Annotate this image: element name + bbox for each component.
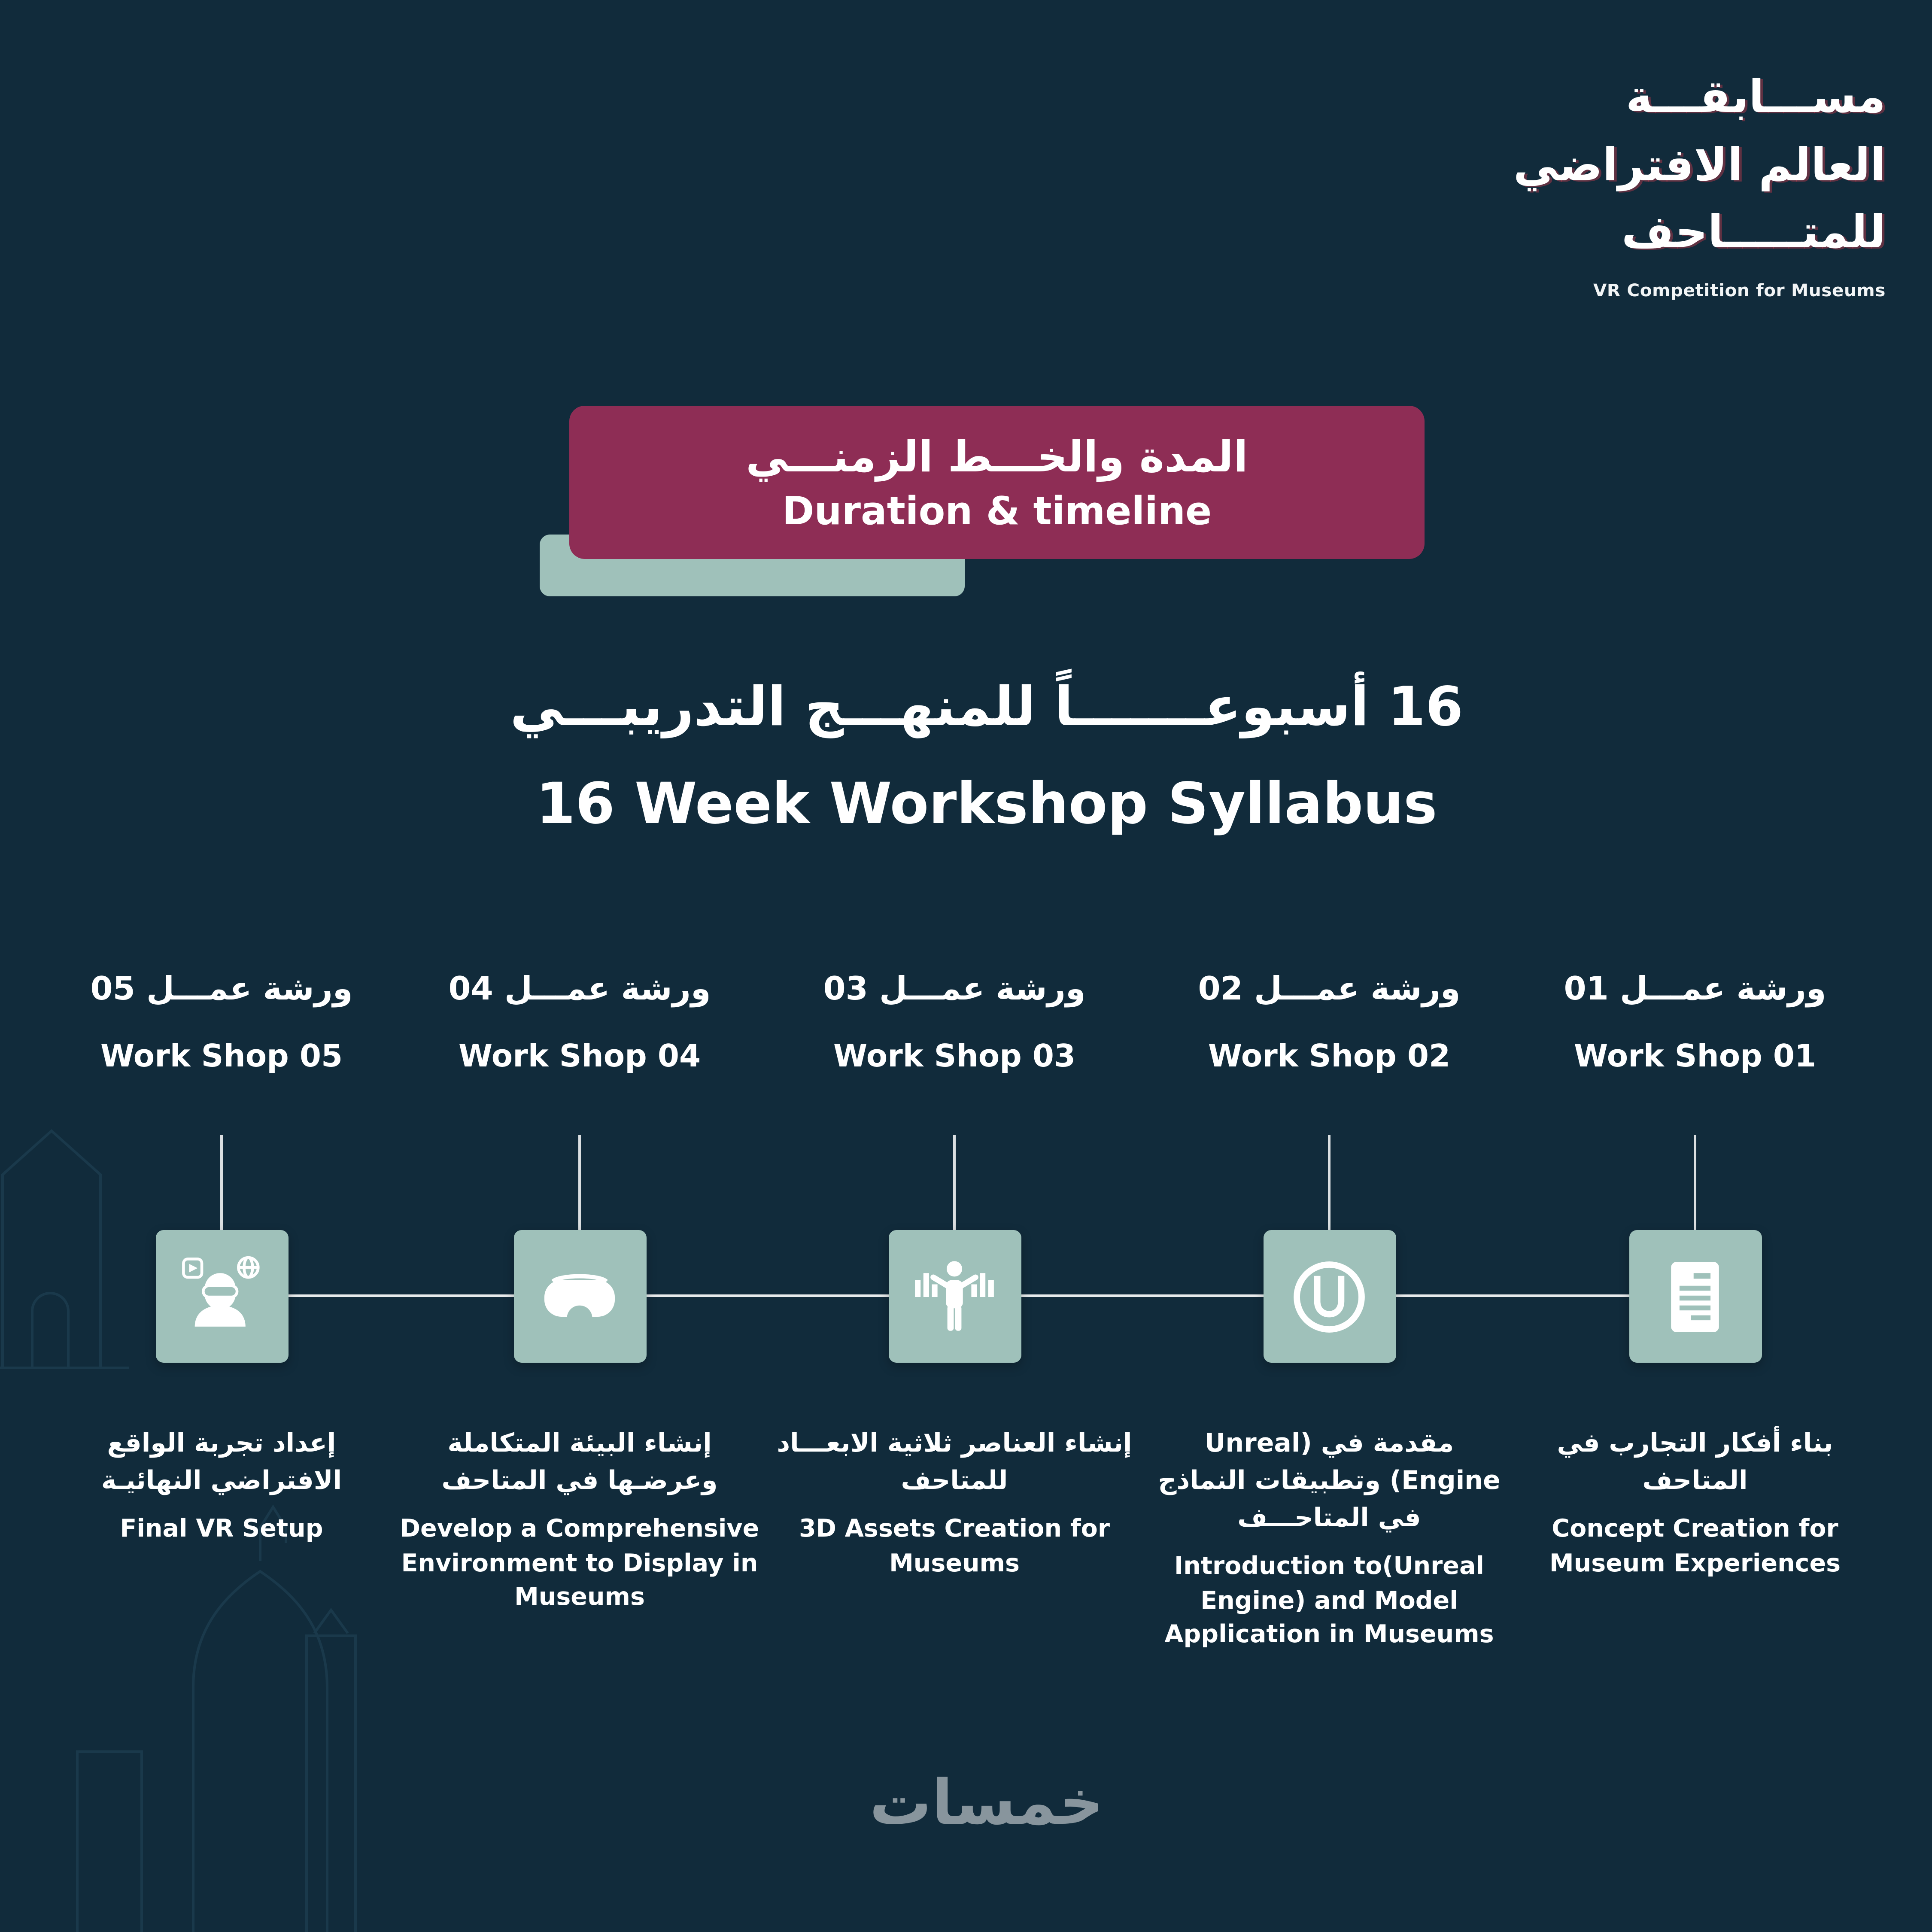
workshop-description xyxy=(1515,1425,1875,1581)
workshop-desc-ar: بناء أفكار التجارب في المتاحف xyxy=(1557,1427,1833,1495)
workshop-desc-ar: إنشاء البيئة المتكاملة وعرضـها في المتاحف xyxy=(441,1427,718,1495)
watermark-logo: خمسات xyxy=(869,1767,1104,1839)
timeline-stem xyxy=(953,1135,956,1230)
workshop-label-en: Work Shop 03 xyxy=(833,1038,1076,1074)
workshop-icon-box xyxy=(155,1230,288,1363)
timeline-stem xyxy=(1694,1135,1696,1230)
banner-title-en: Duration & timeline xyxy=(782,489,1212,534)
workshop-desc-en: Concept Creation for Museum Experiences xyxy=(1549,1515,1841,1577)
timeline-stem xyxy=(220,1135,223,1230)
heading-en: 16 Week Workshop Syllabus xyxy=(536,772,1437,837)
workshop-column-03 xyxy=(761,0,1148,1932)
logo-line1: مســـابقـــة xyxy=(1625,72,1886,124)
logo-subtitle: VR Competition for Museums xyxy=(1593,280,1886,301)
workshop-desc-en: 3D Assets Creation for Museums xyxy=(799,1515,1110,1577)
workshop-label-en: Work Shop 01 xyxy=(1574,1038,1817,1074)
workshop-desc-en: Develop a Comprehensive Environment to Display in Museums xyxy=(400,1515,759,1612)
document-icon xyxy=(1650,1252,1740,1342)
workshop-desc-ar: إعداد تجربة الواقع الافتراضي النهائيـة xyxy=(101,1427,342,1495)
workshop-description xyxy=(1149,1425,1510,1652)
workshop-desc-ar: مقدمة في (Unreal Engine) وتطبيقات النماذج في المتاحـــف xyxy=(1158,1427,1501,1533)
banner-title-ar: المدة والخـــط الزمنـــي xyxy=(746,431,1248,481)
workshop-icon-box xyxy=(1629,1230,1762,1363)
workshop-desc-ar: إنشاء العناصر ثلاثية الابعـــاد للمتاحف xyxy=(777,1427,1132,1495)
workshop-label-en: Work Shop 05 xyxy=(100,1038,343,1074)
presenter-charts-icon xyxy=(909,1252,999,1342)
workshop-label-ar: ورشة عمـــل 04 xyxy=(448,970,711,1007)
timeline-stem xyxy=(1328,1135,1331,1230)
workshop-icon-box xyxy=(888,1230,1021,1363)
workshop-column-01 xyxy=(1502,0,1888,1932)
unreal-engine-icon xyxy=(1284,1252,1374,1342)
workshop-label-ar: ورشة عمـــل 02 xyxy=(1198,970,1461,1007)
workshop-label-ar: ورشة عمـــل 05 xyxy=(90,970,353,1007)
vr-user-icon xyxy=(176,1252,267,1342)
workshop-column-04 xyxy=(386,0,773,1932)
workshop-column-02 xyxy=(1136,0,1522,1932)
vr-headset-icon xyxy=(535,1252,625,1342)
workshop-description xyxy=(399,1425,760,1615)
workshop-column-05 xyxy=(28,0,415,1932)
workshop-label-en: Work Shop 02 xyxy=(1208,1038,1451,1074)
heading-ar: 16 أسبوعـــــــاً للمنهـــج التدريبـــي xyxy=(510,675,1463,738)
workshop-description xyxy=(41,1425,402,1546)
workshop-icon-box xyxy=(1263,1230,1396,1363)
logo-line2: العالم الافتراضي xyxy=(1513,140,1886,191)
workshop-icon-box xyxy=(513,1230,646,1363)
workshop-label-en: Work Shop 04 xyxy=(458,1038,701,1074)
workshop-description xyxy=(774,1425,1135,1581)
timeline-stem xyxy=(578,1135,581,1230)
workshop-desc-en: Final VR Setup xyxy=(120,1515,323,1543)
logo-line3: للمتـــــاحف xyxy=(1621,207,1886,259)
workshop-label-ar: ورشة عمـــل 01 xyxy=(1564,970,1826,1007)
workshop-label-ar: ورشة عمـــل 03 xyxy=(823,970,1086,1007)
workshop-desc-en: Introduction to(Unreal Engine) and Model Application in Museums xyxy=(1164,1552,1494,1649)
